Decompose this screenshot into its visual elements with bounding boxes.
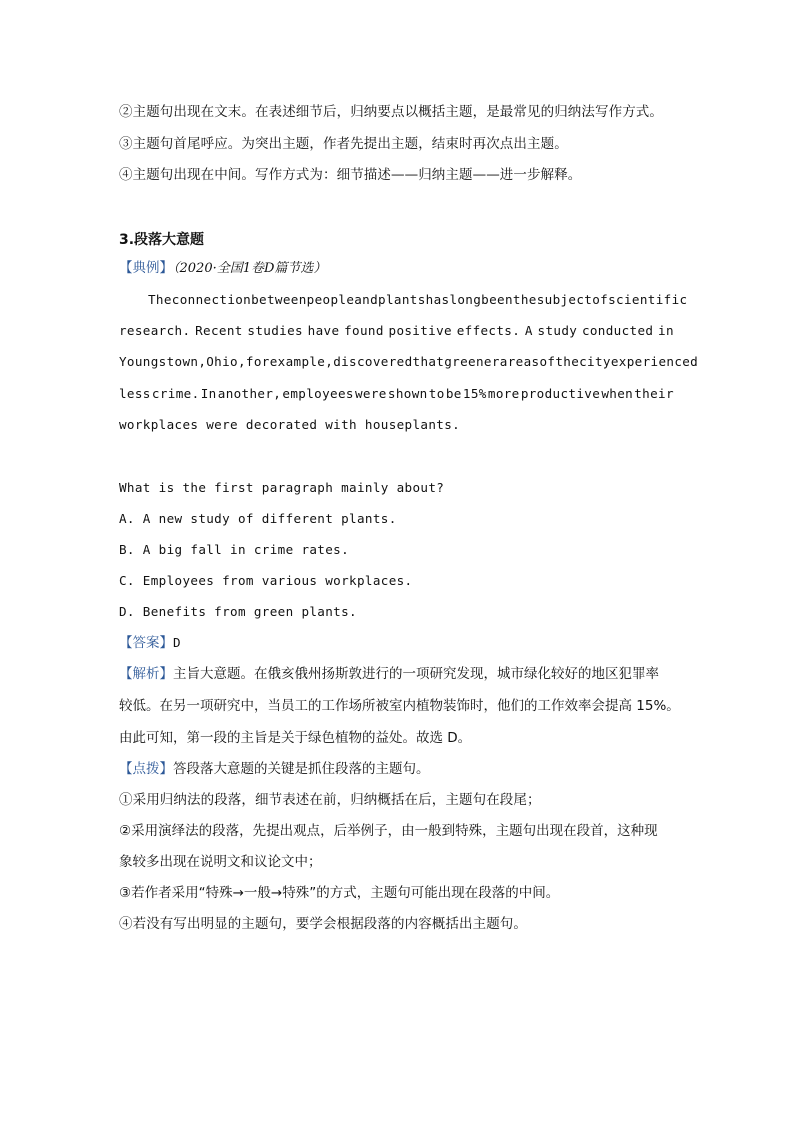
passage-word: has: [425, 292, 450, 307]
passage-word: long: [449, 292, 482, 307]
passage-word: positive: [388, 323, 452, 338]
analysis-line-2: 较低。在另一项研究中，当员工的工作场所被室内植物装饰时，他们的工作效率会提高 15%。: [119, 698, 680, 714]
passage-line: [119, 322, 674, 340]
passage-word: crime.: [151, 386, 200, 401]
passage-word: effects.: [456, 323, 521, 338]
passage-word: that: [412, 354, 445, 369]
passage-word: example,: [269, 354, 334, 369]
analysis-line-1: [119, 665, 659, 684]
tips-intro: 答段落大意题的关键是抓住段落的主题句。: [173, 761, 430, 777]
passage-word: experienced: [610, 354, 699, 369]
passage-word: to: [428, 386, 445, 401]
passage-word: of: [539, 354, 556, 369]
passage-word: been: [481, 292, 513, 307]
passage-word: A: [524, 323, 533, 338]
passage-word: greener: [444, 354, 500, 369]
example-tag: 【典例】: [119, 260, 173, 276]
section-heading: 3.段落大意题: [119, 232, 205, 248]
passage-word: between: [251, 292, 307, 307]
passage-word: scientific: [608, 292, 688, 307]
passage-word: areas: [499, 354, 540, 369]
question-text: What is the first paragraph mainly about?: [119, 480, 445, 495]
passage-word: be: [445, 386, 462, 401]
analysis-line-3: 由此可知，第一段的主旨是关于绿色植物的益处。故选 D。: [119, 730, 472, 746]
answer-value: D: [173, 635, 181, 650]
passage-word: subject: [536, 292, 593, 307]
example-label: [119, 259, 326, 278]
passage-word: more: [487, 386, 520, 401]
passage-word: when: [601, 386, 634, 401]
passage-word: shown: [387, 386, 428, 401]
passage-word: of: [592, 292, 609, 307]
passage-word: In: [200, 386, 217, 401]
point-2: ②主题句出现在文末。在表述细节后，归纳要点以概括主题，是最常见的归纳法写作方式。: [119, 104, 663, 120]
tip-2a: ②采用演绎法的段落，先提出观点，后举例子，由一般到特殊，主题句出现在段首，这种现: [119, 823, 658, 839]
passage-word: their: [634, 386, 674, 401]
passage-line: [119, 385, 674, 403]
passage-word: Recent: [195, 323, 243, 338]
passage-word: employees: [282, 386, 354, 401]
tip-4: ④若没有写出明显的主题句，要学会根据段落的内容概括出主题句。: [119, 916, 527, 932]
answer-tag: 【答案】: [119, 635, 173, 651]
passage-word: conducted: [581, 323, 654, 338]
option-d: D. Benefits from green plants.: [119, 604, 357, 619]
passage-word: in: [658, 323, 674, 338]
passage-word: connection: [171, 292, 252, 307]
passage-word: were: [355, 386, 387, 401]
analysis-text-1: 主旨大意题。在俄亥俄州扬斯敦进行的一项研究发现，城市绿化较好的地区犯罪率: [173, 666, 659, 682]
passage-line: [148, 291, 688, 309]
analysis-tag: 【解析】: [119, 666, 173, 682]
passage-word: the: [555, 354, 580, 369]
passage-word: and: [354, 292, 379, 307]
point-3: ③主题句首尾呼应。为突出主题，作者先提出主题，结束时再次点出主题。: [119, 136, 568, 152]
option-b: B. A big fall in crime rates.: [119, 542, 350, 557]
passage-word: people: [306, 292, 355, 307]
passage-word: discovered: [333, 354, 413, 369]
passage-word: plants: [378, 292, 426, 307]
passage-word: found: [344, 323, 384, 338]
example-source: （2020·全国1卷D篇节选）: [173, 261, 327, 276]
tips-line: [119, 760, 430, 779]
passage-word: productive: [520, 386, 601, 401]
passage-word: study: [537, 323, 578, 338]
answer-line: [119, 634, 181, 653]
passage-word: have: [307, 323, 340, 338]
passage-word: another,: [217, 386, 282, 401]
tips-tag: 【点拨】: [119, 761, 173, 777]
option-c: C. Employees from various workplaces.: [119, 573, 413, 588]
passage-word: less: [119, 386, 151, 401]
option-a: A. A new study of different plants.: [119, 511, 397, 526]
tip-3: ③若作者采用“特殊→一般→特殊”的方式，主题句可能出现在段落的中间。: [119, 885, 560, 901]
passage-last-line: workplaces were decorated with houseplants.: [119, 417, 461, 432]
passage-word: 15%: [462, 386, 487, 401]
passage-word: Youngstown,Ohio,for: [119, 354, 270, 369]
passage-line: [119, 353, 699, 371]
point-4: ④主题句出现在中间。写作方式为：细节描述——归纳主题——进一步解释。: [119, 167, 582, 183]
passage-word: studies: [247, 323, 303, 338]
passage-word: city: [579, 354, 611, 369]
passage-word: research.: [119, 323, 191, 338]
passage-word: The: [148, 292, 172, 307]
tip-1: ①采用归纳法的段落，细节表述在前，归纳概括在后，主题句在段尾；: [119, 792, 541, 808]
passage-word: the: [512, 292, 537, 307]
tip-2b: 象较多出现在说明文和议论文中；: [119, 854, 322, 870]
